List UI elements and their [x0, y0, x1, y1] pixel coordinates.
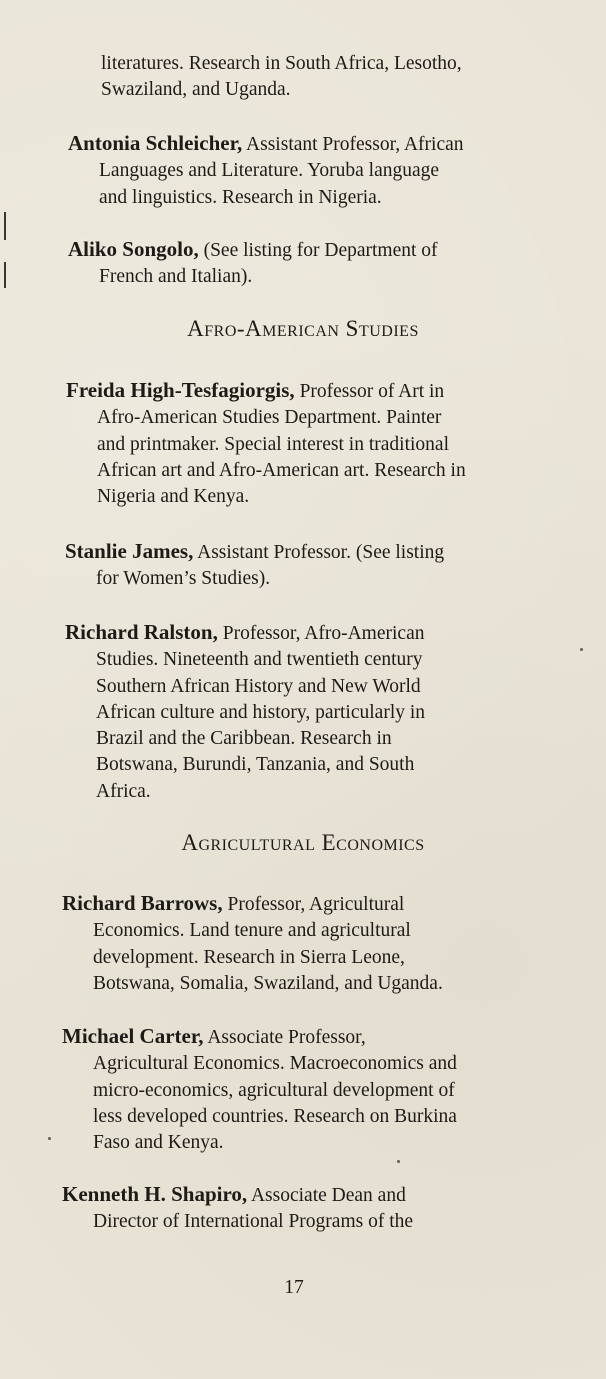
entry-ralston [65, 619, 425, 805]
faculty-name: Freida High-Tesfagiorgis, [66, 378, 295, 402]
section-heading-afro-american-studies: Afro-American Studies [187, 316, 419, 341]
faculty-name: Kenneth H. Shapiro, [62, 1182, 248, 1206]
entry-text-line: Economics. Land tenure and agricultural [93, 920, 411, 942]
entry-text-line: Associate Dean and [250, 1185, 406, 1206]
entry-text-line: Botswana, Burundi, Tanzania, and South [96, 754, 415, 776]
entry-text-line: French and Italian). [99, 266, 253, 288]
entry-shapiro [62, 1181, 413, 1236]
entry-barrows [62, 890, 443, 997]
entry-text-line: African art and Afro-American art. Research in [97, 459, 466, 481]
entry-songolo [68, 236, 438, 291]
faculty-name: Stanlie James, [65, 539, 194, 563]
entry-text-line: Botswana, Somalia, Swaziland, and Uganda. [93, 972, 443, 994]
section-heading-agricultural-economics: Agricultural Economics [181, 830, 425, 855]
entry-text-line: Assistant Professor, African [246, 134, 464, 155]
entry-text-line: Assistant Professor. (See listing [197, 542, 445, 563]
faculty-name: Richard Ralston, [65, 620, 218, 644]
faculty-name: Michael Carter, [62, 1024, 204, 1048]
entry-text-line: Faso and Kenya. [93, 1132, 224, 1154]
paper-speck [580, 648, 583, 651]
entry-text-line: Africa. [96, 780, 151, 802]
page-number: 17 [284, 1277, 304, 1298]
binding-mark [4, 212, 6, 240]
entry-high-tesfagiorgis [66, 377, 466, 510]
entry-text-line: African culture and history, particularly in [96, 701, 426, 723]
entry-text-line: Swaziland, and Uganda. [101, 79, 291, 101]
entry-text-line: Nigeria and Kenya. [97, 486, 250, 508]
entry-text-line: less developed countries. Research on Burkina [93, 1105, 457, 1127]
entry-text-line: Director of International Programs of the [93, 1211, 414, 1233]
entry-text-line: (See listing for Department of [203, 240, 438, 261]
entry-james [65, 538, 444, 593]
entry-text-line: Professor, Agricultural [227, 894, 405, 915]
paper-speck [48, 1137, 51, 1140]
entry-text-line: and printmaker. Special interest in traditional [97, 433, 449, 455]
faculty-name: Richard Barrows, [62, 891, 223, 915]
entry-text-line: Agricultural Economics. Macroeconomics and [93, 1053, 457, 1075]
faculty-name: Aliko Songolo, [68, 237, 199, 261]
entry-text-line: Southern African History and New World [96, 675, 421, 697]
entry-text-line: Afro-American Studies Department. Painter [97, 407, 442, 429]
entry-text-line: literatures. Research in South Africa, Lesotho, [101, 53, 462, 74]
entry-text-line: development. Research in Sierra Leone, [93, 946, 405, 968]
entry-text-line: Brazil and the Caribbean. Research in [96, 728, 392, 750]
entry-text-line: Languages and Literature. Yoruba language [99, 160, 440, 182]
faculty-name: Antonia Schleicher, [68, 131, 243, 155]
entry-text-line: Studies. Nineteenth and twentieth century [96, 649, 423, 671]
entry-text-line: and linguistics. Research in Nigeria. [99, 186, 382, 208]
entry-text-line: Associate Professor, [207, 1027, 366, 1048]
entry-text-line: Professor of Art in [299, 381, 445, 402]
entry-carter [62, 1023, 457, 1156]
entry-text-line: for Women’s Studies). [96, 568, 271, 590]
entry-continued [70, 51, 462, 104]
binding-mark [4, 262, 6, 288]
entry-schleicher [68, 130, 464, 211]
paper-speck [397, 1160, 400, 1163]
entry-text-line: micro-economics, agricultural development of [93, 1079, 455, 1101]
entry-text-line: Professor, Afro-American [222, 623, 425, 644]
